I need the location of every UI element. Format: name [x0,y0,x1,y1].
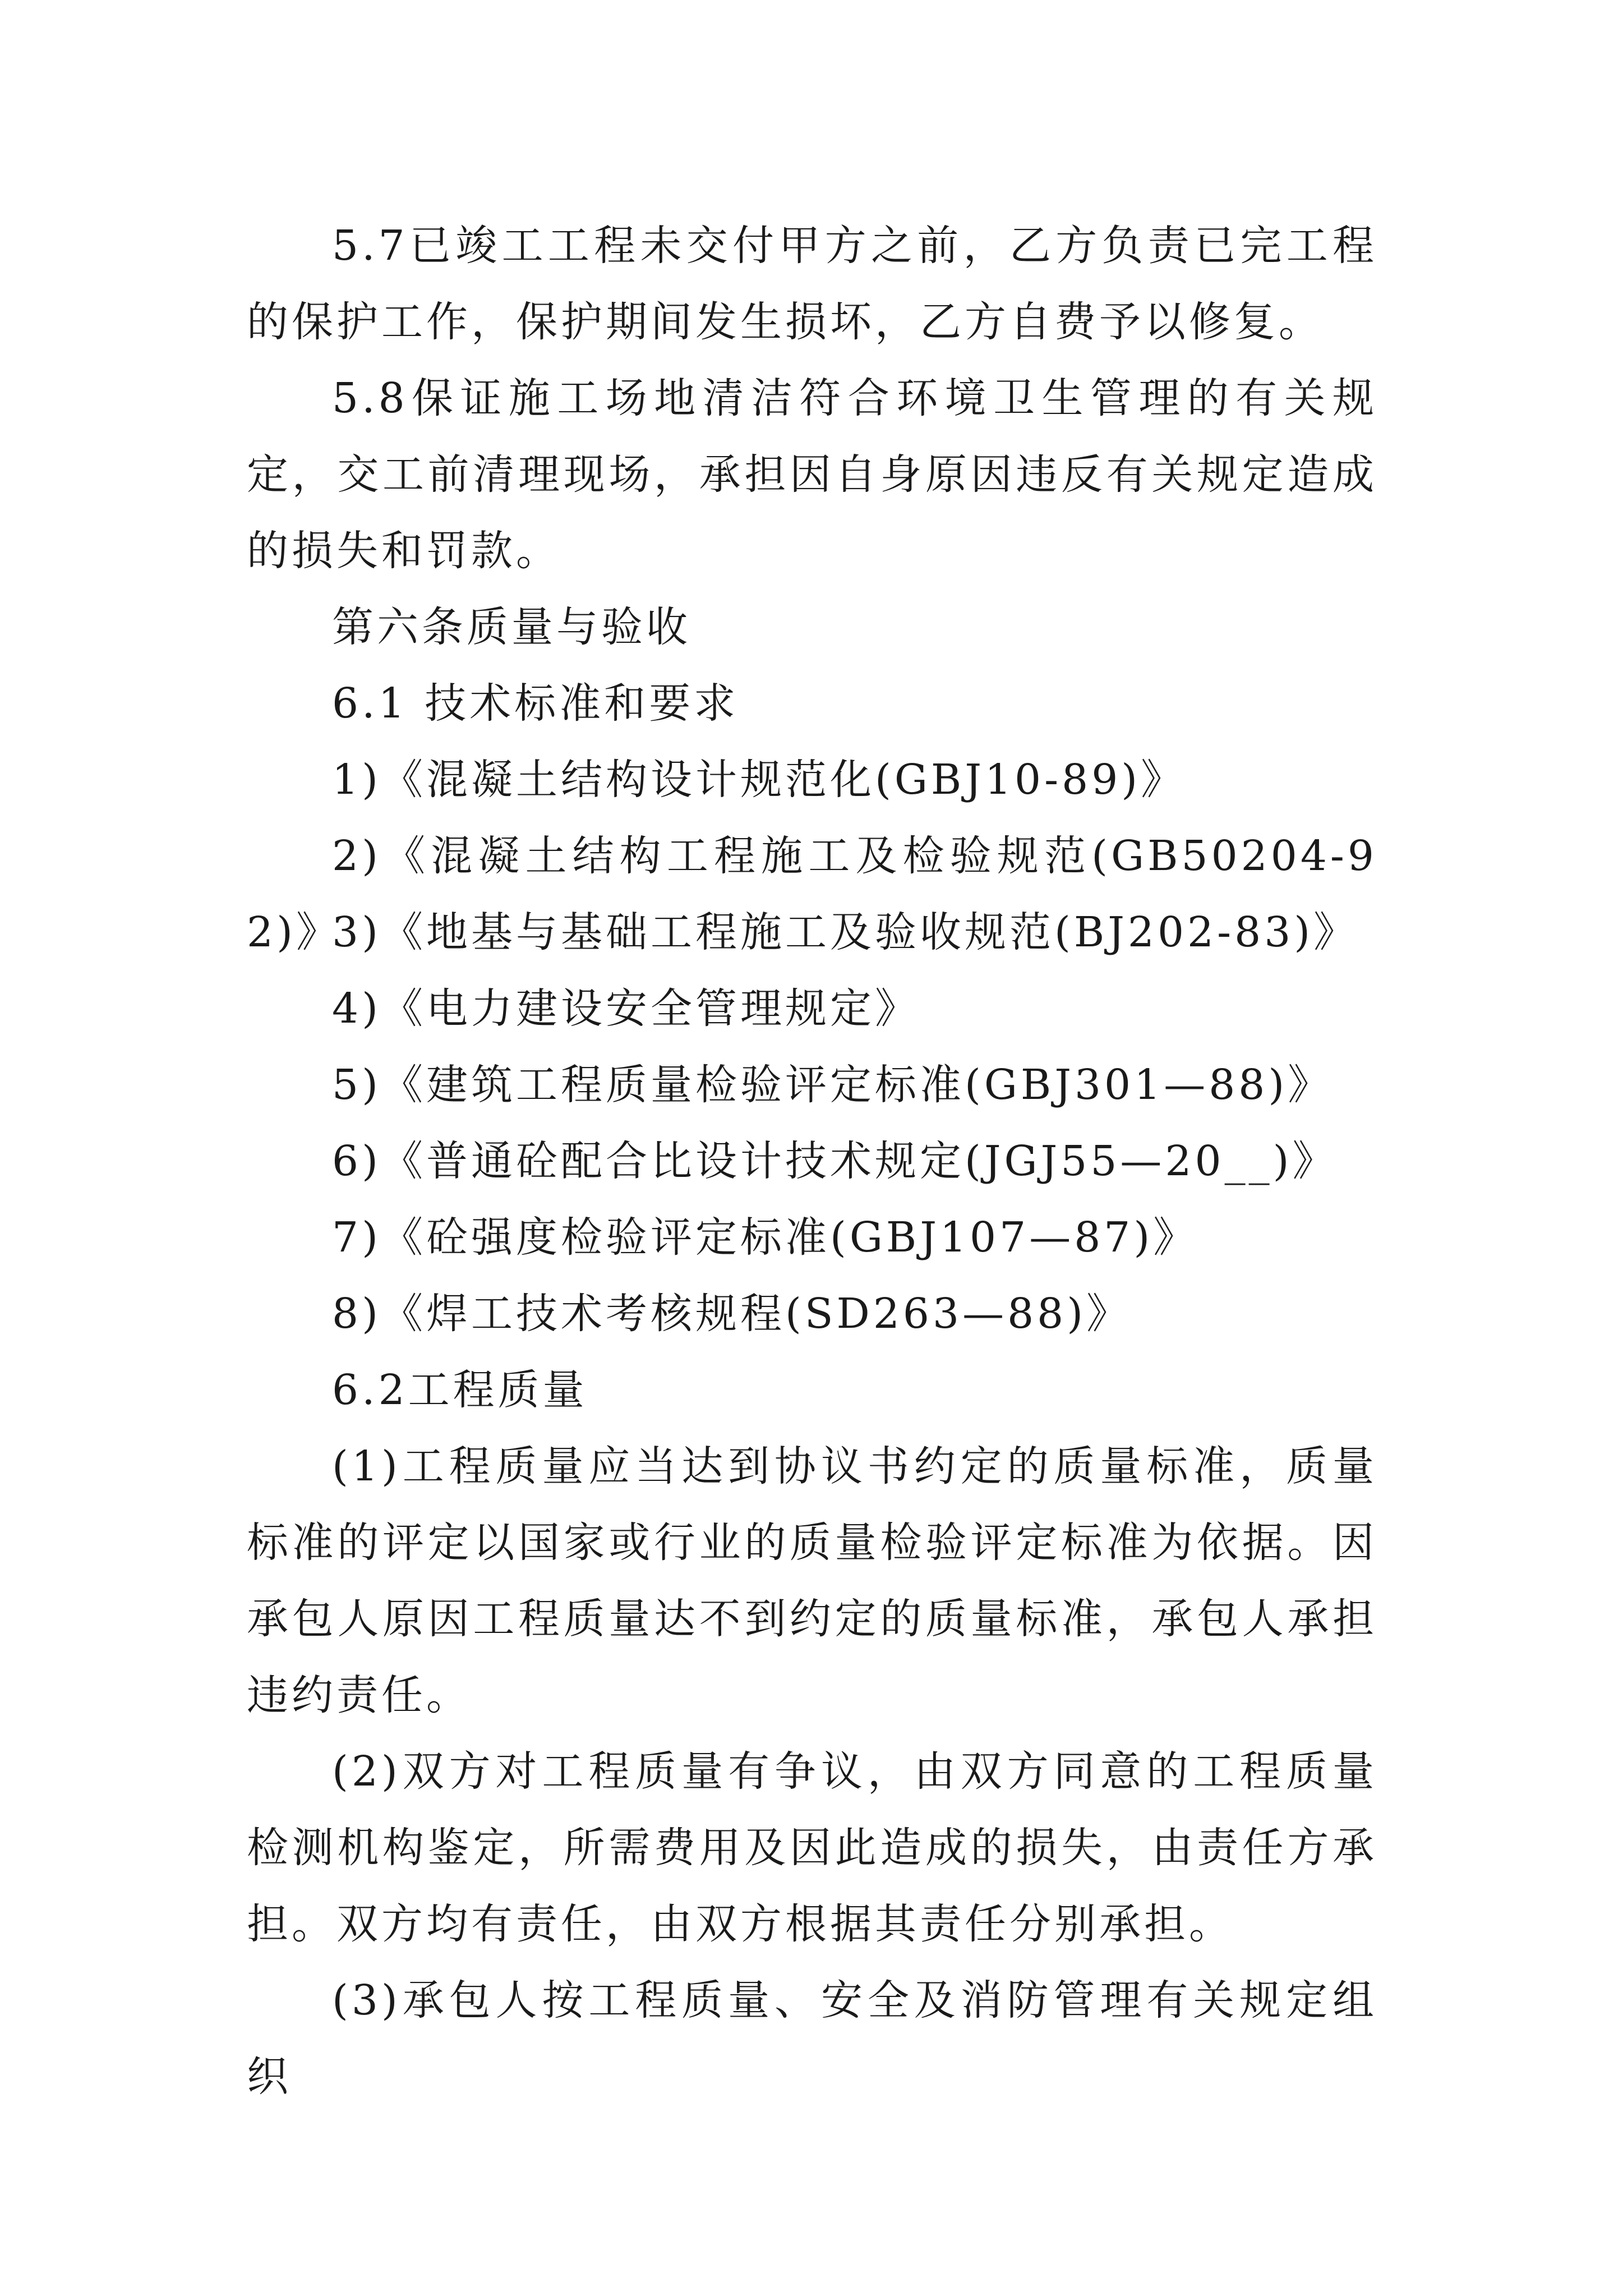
standard-item-2: 2)《混凝土结构工程施工及检验规范(GB50204-92)》 [247,832,1377,956]
quality-clause-3: (3)承包人按工程质量、安全及消防管理有关规定组织 [247,1976,1377,2101]
quality-clause-2: (2)双方对工程质量有争议，由双方同意的工程质量检测机构鉴定，所需费用及因此造成的损失，由责任方承担。双方均有责任，由双方根据其责任分别承担。 [247,1747,1377,1948]
standard-item-3: 3)《地基与基础工程施工及验收规范(BJ202-83)》 [332,908,1359,956]
standard-item-6: 6)《普通砼配合比设计技术规定(JGJ55—20__)》 [332,1137,1338,1185]
standard-item-8: 8)《焊工技术考核规程(SD263—88)》 [332,1290,1132,1338]
standard-item-4: 4)《电力建设安全管理规定》 [332,984,920,1033]
section-heading-article-6: 第六条质量与验收 [332,603,691,651]
standard-item-7: 7)《砼强度检验评定标准(GBJ107—87)》 [332,1213,1198,1262]
standard-item-5: 5)《建筑工程质量检验评定标准(GBJ301—88)》 [332,1061,1333,1109]
quality-clause-1: (1)工程质量应当达到协议书约定的质量标准，质量标准的评定以国家或行业的质量检验评定标准为依据。因承包人原因工程质量达不到约定的质量标准，承包人承担违约责任。 [247,1442,1377,1719]
standard-item-1: 1)《混凝土结构设计规范化(GBJ10-89)》 [332,756,1186,804]
paragraph-5-8: 5.8保证施工场地清洁符合环境卫生管理的有关规定，交工前清理现场，承担因自身原因违反有关规定造成的损失和罚款。 [247,374,1377,575]
paragraph-6-1: 6.1 技术标准和要求 [332,679,739,728]
paragraph-6-2: 6.2工程质量 [332,1366,588,1414]
paragraph-5-7: 5.7已竣工工程未交付甲方之前，乙方负责已完工程的保护工作，保护期间发生损坏，乙方自费予以修复。 [247,222,1377,346]
